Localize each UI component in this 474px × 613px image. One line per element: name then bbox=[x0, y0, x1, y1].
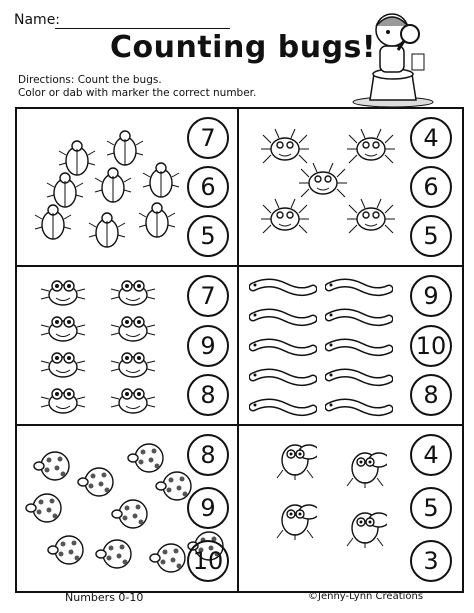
number-choice-6[interactable]: 6 bbox=[410, 166, 452, 208]
frog-bug-icon bbox=[109, 385, 157, 429]
spider-icon bbox=[347, 127, 395, 171]
panel-5 bbox=[17, 426, 237, 590]
fly-icon bbox=[339, 504, 387, 548]
ladybug-icon bbox=[47, 530, 95, 574]
number-choice-4[interactable]: 4 bbox=[410, 117, 452, 159]
number-choice-5[interactable]: 5 bbox=[410, 487, 452, 529]
number-choice-8[interactable]: 8 bbox=[410, 374, 452, 416]
spider-icon bbox=[347, 197, 395, 241]
number-choice-7[interactable]: 7 bbox=[187, 275, 229, 317]
directions-line-1: Directions: Count the bugs. bbox=[18, 74, 162, 86]
worm-icon bbox=[325, 305, 393, 329]
directions bbox=[18, 74, 256, 100]
frog-bug-icon bbox=[39, 385, 87, 429]
number-choice-3[interactable]: 3 bbox=[410, 540, 452, 582]
number-choice-9[interactable]: 9 bbox=[187, 487, 229, 529]
beetle-icon bbox=[33, 201, 81, 245]
ladybug-icon bbox=[95, 534, 143, 578]
panel-1 bbox=[17, 109, 237, 265]
explorer-mascot-icon bbox=[348, 4, 438, 108]
worm-icon bbox=[325, 365, 393, 389]
worm-icon bbox=[249, 305, 317, 329]
number-choice-6[interactable]: 6 bbox=[187, 166, 229, 208]
beetle-icon bbox=[137, 199, 185, 243]
directions-line-2: Color or dab with marker the correct number. bbox=[18, 87, 257, 99]
fly-icon bbox=[269, 496, 317, 540]
ladybug-icon bbox=[111, 494, 159, 538]
beetle-icon bbox=[93, 164, 141, 208]
spider-icon bbox=[261, 197, 309, 241]
beetle-icon bbox=[87, 209, 135, 253]
fly-icon bbox=[269, 436, 317, 480]
number-choice-5[interactable]: 5 bbox=[187, 215, 229, 257]
footer-numbers-label: Numbers 0-10 bbox=[65, 591, 144, 604]
number-choice-10[interactable]: 10 bbox=[410, 325, 452, 367]
panel-2 bbox=[239, 109, 460, 265]
number-choice-8[interactable]: 8 bbox=[187, 434, 229, 476]
worm-icon bbox=[249, 365, 317, 389]
name-line[interactable] bbox=[55, 28, 230, 29]
name-label: Name: bbox=[14, 12, 61, 28]
number-choice-8[interactable]: 8 bbox=[187, 374, 229, 416]
footer-credit: ©Jenny-Lynn Creations bbox=[308, 591, 424, 602]
ladybug-icon bbox=[33, 446, 81, 490]
page-title: Counting bugs! bbox=[110, 30, 377, 65]
worm-icon bbox=[249, 275, 317, 299]
number-choice-5[interactable]: 5 bbox=[410, 215, 452, 257]
worm-icon bbox=[325, 335, 393, 359]
number-choice-7[interactable]: 7 bbox=[187, 117, 229, 159]
number-choice-10[interactable]: 10 bbox=[187, 540, 229, 582]
worm-icon bbox=[249, 395, 317, 419]
worm-icon bbox=[249, 335, 317, 359]
panel-6 bbox=[239, 426, 460, 590]
panel-3 bbox=[17, 267, 237, 424]
ladybug-icon bbox=[25, 488, 73, 532]
worm-icon bbox=[325, 395, 393, 419]
number-choice-4[interactable]: 4 bbox=[410, 434, 452, 476]
number-choice-9[interactable]: 9 bbox=[187, 325, 229, 367]
beetle-icon bbox=[141, 159, 189, 203]
worm-icon bbox=[325, 275, 393, 299]
number-choice-9[interactable]: 9 bbox=[410, 275, 452, 317]
panel-4 bbox=[239, 267, 460, 424]
fly-icon bbox=[339, 444, 387, 488]
